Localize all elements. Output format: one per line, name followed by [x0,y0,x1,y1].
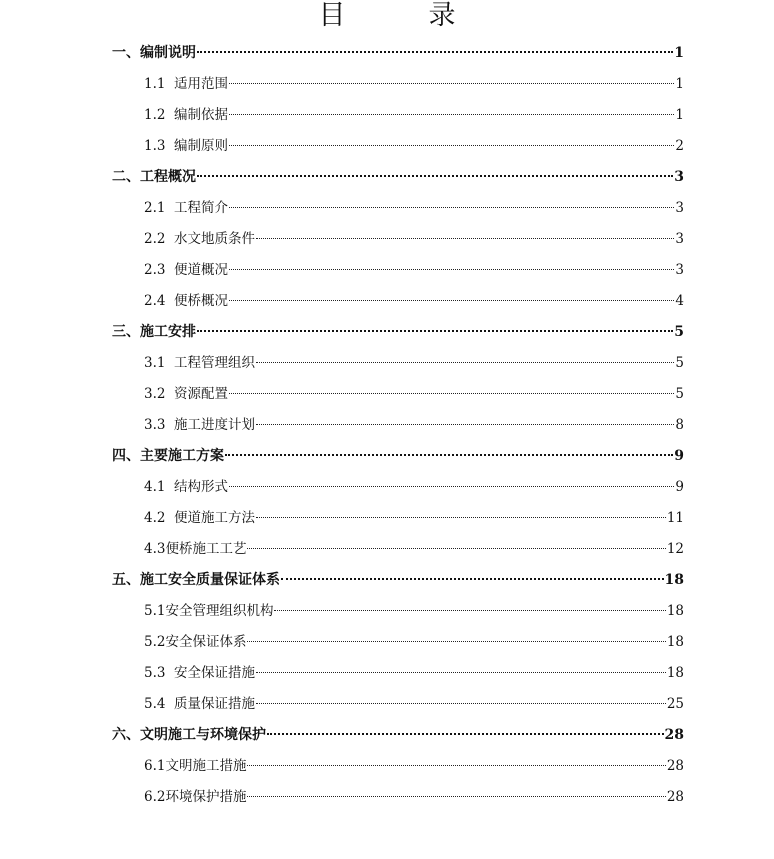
toc-section-entry[interactable] [0,534,774,565]
dot-leader [247,796,665,797]
toc-entry-label: 2.2 水文地质条件 [144,231,256,247]
toc-entry-label: 4.3便桥施工工艺 [144,541,247,557]
dot-leader [267,733,664,735]
dot-leader [229,83,674,84]
toc-chapter-entry[interactable] [0,162,774,193]
toc-page-number: 9 [674,448,684,464]
dot-leader [229,114,674,115]
toc-entry-label: 5.3 安全保证措施 [144,665,256,681]
toc-entry-label: 五、施工安全质量保证体系 [112,572,280,588]
toc-section-entry[interactable] [0,596,774,627]
toc-section-entry[interactable] [0,782,774,813]
toc-entry-label: 3.2 资源配置 [144,386,229,402]
toc-section-entry[interactable] [0,503,774,534]
toc-section-entry[interactable] [0,131,774,162]
toc-entry-label: 六、文明施工与环境保护 [112,727,266,743]
toc-page-number: 3 [675,262,684,278]
toc-page-number: 28 [666,789,684,805]
toc-entry-label: 三、施工安排 [112,324,196,340]
toc-entry-label: 四、主要施工方案 [112,448,224,464]
toc-page-number: 18 [666,603,684,619]
toc-chapter-entry[interactable] [0,38,774,69]
dot-leader [256,672,666,673]
dot-leader [256,517,666,518]
dot-leader [281,578,664,580]
dot-leader [247,641,665,642]
toc-section-entry[interactable] [0,689,774,720]
toc-page-number: 28 [666,758,684,774]
dot-leader [256,424,674,425]
toc-section-entry[interactable] [0,658,774,689]
toc-section-entry[interactable] [0,100,774,131]
toc-chapter-entry[interactable] [0,720,774,751]
dot-leader [274,610,665,611]
dot-leader [197,51,673,53]
dot-leader [247,765,665,766]
toc-entry-label: 1.2 编制依据 [144,107,229,123]
toc-entry-label: 4.1 结构形式 [144,479,229,495]
dot-leader [229,393,674,394]
toc-entry-label: 4.2 便道施工方法 [144,510,256,526]
toc-page-number: 18 [666,665,684,681]
toc-entry-label: 一、编制说明 [112,45,196,61]
toc-page-number: 18 [666,634,684,650]
dot-leader [256,703,666,704]
toc-section-entry[interactable] [0,193,774,224]
toc-page-number: 5 [674,324,684,340]
toc-page-number: 3 [675,231,684,247]
toc-page-number: 3 [675,200,684,216]
toc-page-number: 11 [666,510,684,526]
toc-page-number: 5 [675,386,684,402]
toc-page-number: 12 [666,541,684,557]
toc-page-number: 18 [664,572,684,588]
table-of-contents [0,38,774,813]
toc-entry-label: 3.3 施工进度计划 [144,417,256,433]
toc-chapter-entry[interactable] [0,441,774,472]
dot-leader [247,548,665,549]
dot-leader [197,175,673,177]
toc-page-number: 8 [675,417,684,433]
dot-leader [256,238,674,239]
dot-leader [256,362,674,363]
dot-leader [197,330,673,332]
toc-section-entry[interactable] [0,348,774,379]
toc-entry-label: 5.4 质量保证措施 [144,696,256,712]
dot-leader [229,300,674,301]
toc-entry-label: 2.4 便桥概况 [144,293,229,309]
dot-leader [229,269,674,270]
toc-chapter-entry[interactable] [0,565,774,596]
toc-entry-label: 2.3 便道概况 [144,262,229,278]
toc-page-number: 1 [675,76,684,92]
toc-page-number: 4 [675,293,684,309]
toc-page-number: 9 [675,479,684,495]
toc-page-number: 2 [675,138,684,154]
page-title: 目 录 [318,0,484,31]
toc-entry-label: 3.1 工程管理组织 [144,355,256,371]
toc-entry-label: 2.1 工程简介 [144,200,229,216]
toc-section-entry[interactable] [0,379,774,410]
toc-entry-label: 二、工程概况 [112,169,196,185]
toc-entry-label: 1.3 编制原则 [144,138,229,154]
toc-page-number: 3 [674,169,684,185]
toc-section-entry[interactable] [0,627,774,658]
toc-page-number: 5 [675,355,684,371]
toc-entry-label: 6.2环境保护措施 [144,789,247,805]
dot-leader [229,145,674,146]
toc-page-number: 25 [666,696,684,712]
toc-section-entry[interactable] [0,69,774,100]
toc-section-entry[interactable] [0,410,774,441]
toc-entry-label: 5.2安全保证体系 [144,634,247,650]
toc-entry-label: 5.1安全管理组织机构 [144,603,274,619]
toc-section-entry[interactable] [0,472,774,503]
toc-page-number: 1 [674,45,684,61]
toc-entry-label: 1.1 适用范围 [144,76,229,92]
toc-section-entry[interactable] [0,751,774,782]
toc-section-entry[interactable] [0,255,774,286]
dot-leader [229,486,674,487]
toc-chapter-entry[interactable] [0,317,774,348]
toc-entry-label: 6.1文明施工措施 [144,758,247,774]
toc-page-number: 28 [664,727,684,743]
toc-page-number: 1 [675,107,684,123]
toc-section-entry[interactable] [0,224,774,255]
dot-leader [225,454,673,456]
dot-leader [229,207,674,208]
toc-section-entry[interactable] [0,286,774,317]
